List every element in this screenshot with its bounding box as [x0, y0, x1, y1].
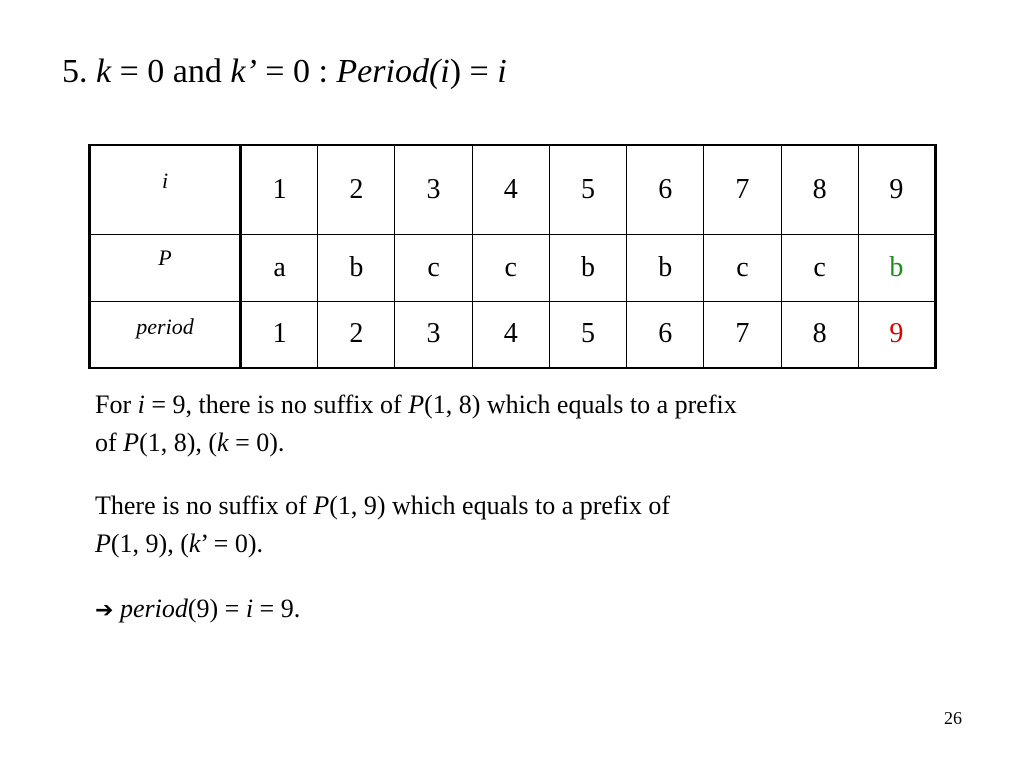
cell-p-9: b [858, 235, 935, 302]
row-header-i: i [90, 145, 241, 235]
cell-period-3: 3 [395, 301, 472, 368]
cell-i-4: 4 [472, 145, 549, 235]
cell-p-8: c [781, 235, 858, 302]
table-row-p [90, 235, 936, 302]
title-eq2: = 0 : [265, 53, 328, 90]
cell-i-3: 3 [395, 145, 472, 235]
cell-period-1: 1 [241, 301, 318, 368]
cell-p-1: a [241, 235, 318, 302]
cell-i-9: 9 [858, 145, 935, 235]
paragraph-1 [95, 386, 737, 462]
title-i: i [440, 53, 450, 90]
paragraph-2-line-1: There is no suffix of P(1, 9) which equals to a prefix of [95, 491, 670, 520]
cell-period-5: 5 [549, 301, 626, 368]
cell-i-1: 1 [241, 145, 318, 235]
paragraph-1-line-1: For i = 9, there is no suffix of P(1, 8) which equals to a prefix [95, 390, 737, 419]
slide-title [62, 48, 507, 96]
cell-period-7: 7 [704, 301, 781, 368]
cell-period-6: 6 [627, 301, 704, 368]
cell-period-9: 9 [858, 301, 935, 368]
paragraph-1-line-2: of P(1, 8), (k = 0). [95, 428, 285, 457]
period-table [88, 144, 937, 369]
title-eq3: = [469, 53, 489, 90]
cell-p-5: b [549, 235, 626, 302]
paragraph-2-line-2: P(1, 9), (k’ = 0). [95, 529, 263, 558]
title-k: k [96, 53, 112, 90]
cell-p-3: c [395, 235, 472, 302]
cell-period-2: 2 [318, 301, 395, 368]
title-close: ) [449, 53, 462, 90]
title-k-prime: k’ [230, 53, 257, 90]
cell-p-7: c [704, 235, 781, 302]
cell-p-2: b [318, 235, 395, 302]
row-header-period: period [90, 301, 241, 368]
paragraph-3: ➔ period(9) = i = 9. [95, 594, 301, 623]
arrow-right-icon: ➔ [95, 598, 114, 623]
cell-p-6: b [627, 235, 704, 302]
cell-p-4: c [472, 235, 549, 302]
page-number: 26 [944, 708, 962, 728]
cell-period-8: 8 [781, 301, 858, 368]
cell-i-7: 7 [704, 145, 781, 235]
paragraph-2 [95, 487, 670, 563]
table-row-period [90, 301, 936, 368]
title-number: 5. [62, 53, 88, 90]
cell-i-5: 5 [549, 145, 626, 235]
cell-i-6: 6 [627, 145, 704, 235]
conclusion-period: period [119, 594, 188, 623]
table-row-i [90, 145, 936, 235]
row-header-p: P [90, 235, 241, 302]
title-period: Period( [336, 53, 441, 90]
title-i2: i [497, 53, 507, 90]
cell-i-2: 2 [318, 145, 395, 235]
cell-period-4: 4 [472, 301, 549, 368]
title-eq1: = 0 and [119, 53, 222, 90]
cell-i-8: 8 [781, 145, 858, 235]
